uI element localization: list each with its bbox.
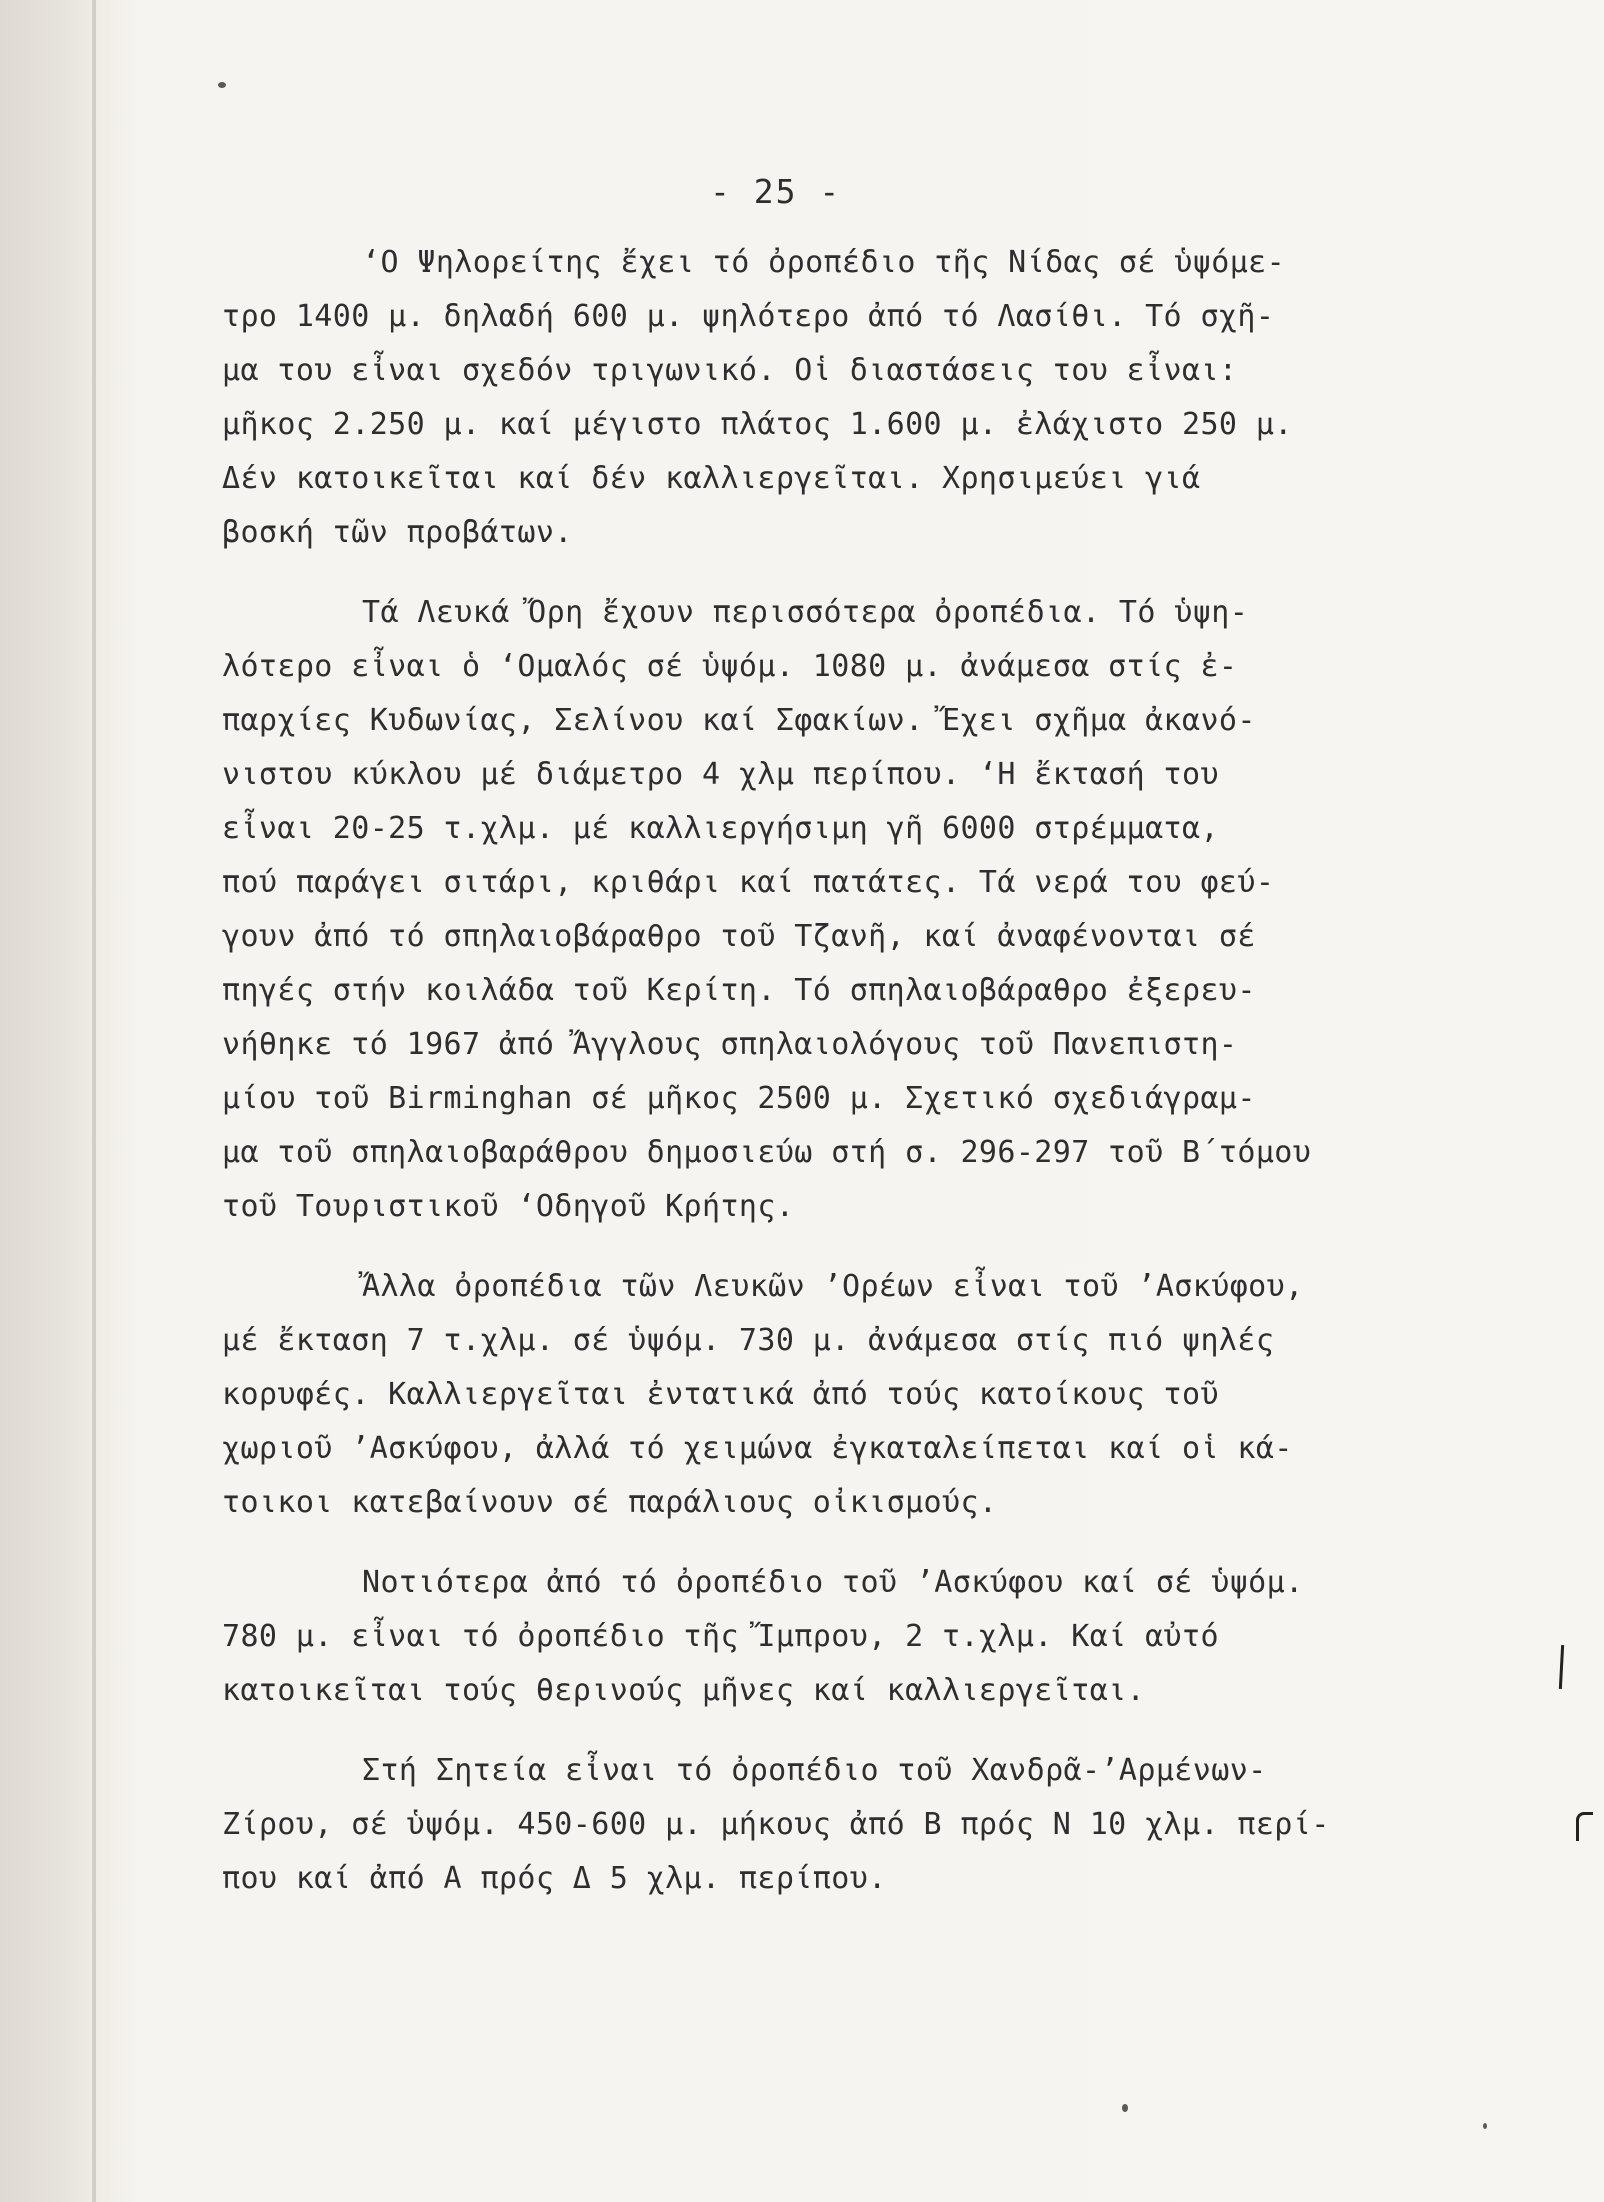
text-line: νήθηκε τό 1967 ἀπό Ἄγγλους σπηλαιολόγους τοῦ Πανεπιστη- bbox=[222, 1027, 1238, 1062]
text-line: Νοτιότερα ἀπό τό ὀροπέδιο τοῦ ’Ασκύφου καί σέ ὑψόμ. bbox=[362, 1565, 1304, 1600]
text-line: κορυφές. Καλλιεργεῖται ἐντατικά ἀπό τούς κατοίκους τοῦ bbox=[222, 1377, 1219, 1412]
text-line: πού παράγει σιτάρι, κριθάρι καί πατάτες. Τά νερά του φεύ- bbox=[222, 865, 1275, 900]
text-line: παρχίες Κυδωνίας, Σελίνου καί Σφακίων. Ἔχει σχῆμα ἀκανό- bbox=[222, 703, 1256, 738]
margin-corner-mark bbox=[1576, 1812, 1593, 1841]
text-line: μα τοῦ σπηλαιοβαράθρου δημοσιεύω στή σ. 296-297 τοῦ Β΄τόμου bbox=[222, 1135, 1312, 1170]
text-line: βοσκή τῶν προβάτων. bbox=[222, 515, 573, 550]
text-line: που καί ἀπό Α πρός Δ 5 χλμ. περίπου. bbox=[222, 1861, 887, 1896]
paragraph-psiloreitis bbox=[222, 236, 1452, 560]
ink-speck bbox=[1122, 2104, 1128, 2112]
text-line: χωριοῦ ’Ασκύφου, ἀλλά τό χειμώνα ἐγκαταλείπεται καί οἱ κά- bbox=[222, 1431, 1293, 1466]
ink-speck bbox=[218, 82, 226, 88]
text-line: ‘Ο Ψηλορείτης ἔχει τό ὀροπέδιο τῆς Νίδας σέ ὑψόμε- bbox=[362, 245, 1286, 280]
text-line: εἶναι 20-25 τ.χλμ. μέ καλλιεργήσιμη γῆ 6000 στρέμματα, bbox=[222, 811, 1219, 846]
text-line: τοῦ Τουριστικοῦ ‘Οδηγοῦ Κρήτης. bbox=[222, 1189, 795, 1224]
text-line: μῆκος 2.250 μ. καί μέγιστο πλάτος 1.600 μ. ἐλάχιστο 250 μ. bbox=[222, 407, 1293, 442]
text-line: τοικοι κατεβαίνουν σέ παράλιους οἰκισμούς. bbox=[222, 1485, 998, 1520]
ink-speck bbox=[1483, 2123, 1487, 2129]
paragraph-askyfou bbox=[222, 1260, 1452, 1530]
text-line: κατοικεῖται τούς θερινούς μῆνες καί καλλιεργεῖται. bbox=[222, 1673, 1146, 1708]
text-line: λότερο εἶναι ὁ ‘Ομαλός σέ ὑψόμ. 1080 μ. ἀνάμεσα στίς ἐ- bbox=[222, 649, 1238, 684]
text-line: Τά Λευκά Ὄρη ἔχουν περισσότερα ὀροπέδια. Τό ὑψη- bbox=[362, 595, 1249, 630]
binding-edge-shadow bbox=[92, 0, 96, 2202]
text-line: Στή Σητεία εἶναι τό ὀροπέδιο τοῦ Χανδρᾶ-’Αρμένων- bbox=[362, 1753, 1267, 1788]
text-line: νιστου κύκλου μέ διάμετρο 4 χλμ περίπου. ‘Η ἔκτασή του bbox=[222, 757, 1219, 792]
text-line: μέ ἔκταση 7 τ.χλμ. σέ ὑψόμ. 730 μ. ἀνάμεσα στίς πιό ψηλές bbox=[222, 1323, 1275, 1358]
text-line: μα του εἶναι σχεδόν τριγωνικό. Οἱ διαστάσεις του εἶναι: bbox=[222, 353, 1238, 388]
paragraph-imbrou bbox=[222, 1556, 1452, 1718]
text-line: γουν ἀπό τό σπηλαιοβάραθρο τοῦ Τζανῆ, καί ἀναφένονται σέ bbox=[222, 919, 1256, 954]
page-number: - 25 - bbox=[710, 172, 842, 211]
paragraph-sitia bbox=[222, 1744, 1452, 1906]
text-line: Δέν κατοικεῖται καί δέν καλλιεργεῖται. Χρησιμεύει γιά bbox=[222, 461, 1201, 496]
text-line: Ζίρου, σέ ὑψόμ. 450-600 μ. μήκους ἀπό Β πρός Ν 10 χλμ. περί- bbox=[222, 1807, 1330, 1842]
paragraph-lefka-ori-omalos bbox=[222, 586, 1452, 1234]
body-text bbox=[222, 236, 1452, 1906]
text-line: πηγές στήν κοιλάδα τοῦ Κερίτη. Τό σπηλαιοβάραθρο ἐξερευ- bbox=[222, 973, 1256, 1008]
margin-pen-mark bbox=[1559, 1645, 1564, 1689]
text-line: μίου τοῦ Birminghan σέ μῆκος 2500 μ. Σχετικό σχεδιάγραμ- bbox=[222, 1081, 1256, 1116]
text-line: Ἄλλα ὀροπέδια τῶν Λευκῶν ’Ορέων εἶναι τοῦ ’Ασκύφου, bbox=[362, 1269, 1304, 1304]
text-line: 780 μ. εἶναι τό ὀροπέδιο τῆς Ἴμπρου, 2 τ.χλμ. Καί αὐτό bbox=[222, 1619, 1219, 1654]
text-line: τρο 1400 μ. δηλαδή 600 μ. ψηλότερο ἀπό τό Λασίθι. Τό σχῆ- bbox=[222, 299, 1275, 334]
